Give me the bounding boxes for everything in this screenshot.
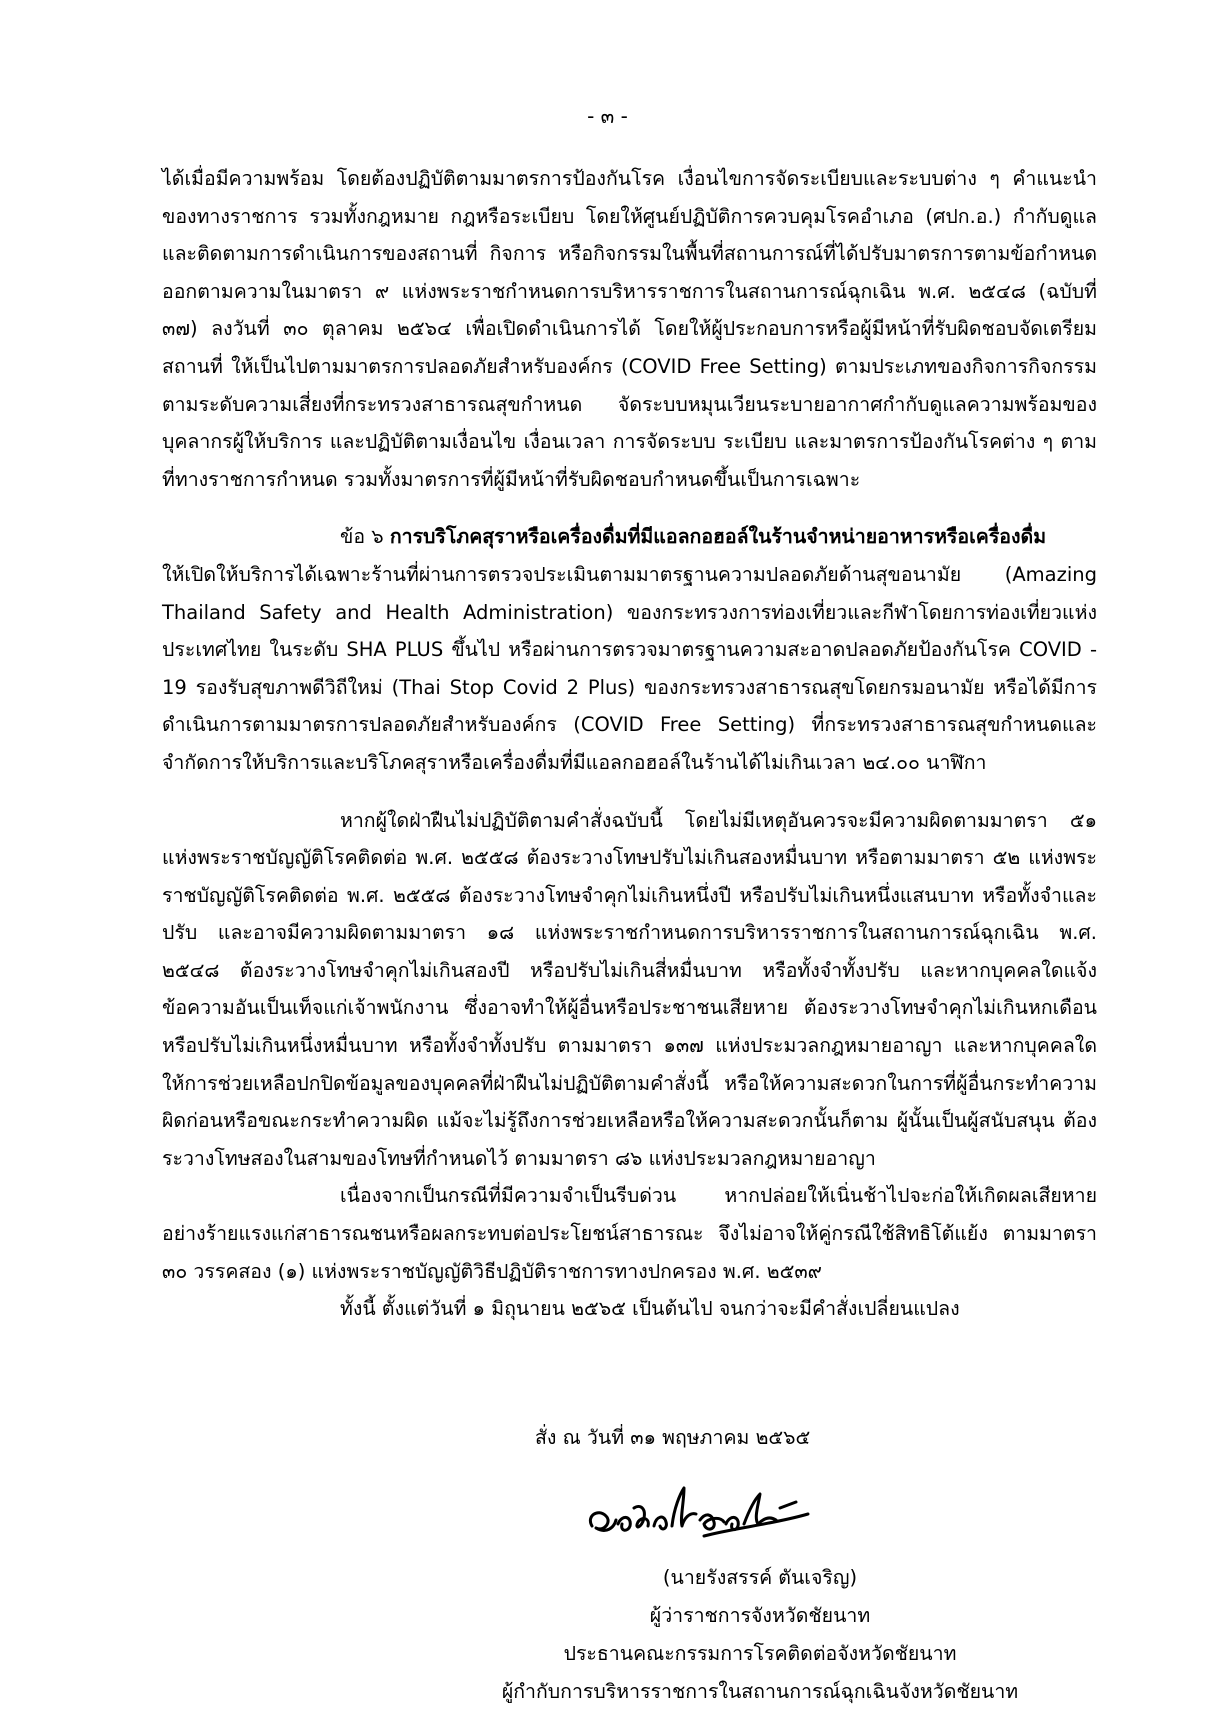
urgency-paragraph: เนื่องจากเป็นกรณีที่มีความจำเป็นรีบด่วน หากปล่อยให้เนิ่นช้าไปจะก่อให้เกิดผลเสียหายอย่างร้ายแรงแก่สาธารณชนหรือผลกระทบต่อประโยชน์สาธารณะ จึงไม่อาจให้คู่กรณีใช้สิทธิโต้แย้ง ตามมาตรา ๓๐ วรรคสอง (๑) แห่งพระราชบัญญัติวิธีปฏิบัติราชการทางปกครอง พ.ศ. ๒๕๓๙ (162, 1184, 1097, 1283)
clause-6-title: การบริโภคสุราหรือเครื่องดื่มที่มีแอลกอฮอล์ในร้านจำหน่ายอาหารหรือเครื่องดื่ม (389, 525, 1047, 549)
paragraph-continuation: ได้เมื่อมีความพร้อม โดยต้องปฏิบัติตามมาตรการป้องกันโรค เงื่อนไขการจัดระเบียบและระบบต่าง ๆ คำแนะนำของทางราชการ รวมทั้งกฎหมาย กฎหรือระเบียบ โดยให้ศูนย์ปฏิบัติการควบคุมโรคอำเภอ (ศปก.อ.) กำกับดูแล และติดตามการดำเนินการของสถานที่ กิจการ หรือกิจกรรมในพื้นที่สถานการณ์ที่ได้ปรับมาตรการตามข้อกำหนด ออกตามความในมาตรา ๙ แห่งพระราชกำหนดการบริหารราชการในสถานการณ์ฉุกเฉิน พ.ศ. ๒๕๔๘ (ฉบับที่ ๓๗) ลงวันที่ ๓๐ ตุลาคม ๒๕๖๔ เพื่อเปิดดำเนินการได้ โดยให้ผู้ประกอบการหรือผู้มีหน้าที่รับผิดชอบจัดเตรียมสถานที่ ให้เป็นไปตามมาตรการปลอดภัยสำหรับองค์กร (COVID Free Setting) ตามประเภทของกิจการกิจกรรมตามระดับความเสี่ยงที่กระทรวงสาธารณสุขกำหนด จัดระบบหมุนเวียนระบายอากาศกำกับดูแลความพร้อมของบุคลากรผู้ให้บริการ และปฏิบัติตามเงื่อนไข เงื่อนเวลา การจัดระบบ ระเบียบ และมาตรการป้องกันโรคต่าง ๆ ตามที่ทางราชการกำหนด รวมทั้งมาตรการที่ผู้มีหน้าที่รับผิดชอบกำหนดขึ้นเป็นการเฉพาะ (162, 167, 1097, 491)
clause-6-body: ให้เปิดให้บริการได้เฉพาะร้านที่ผ่านการตรวจประเมินตามมาตรฐานความปลอดภัยด้านสุขอนามัย (Amazing Thailand Safety and Health Administration) ของกระทรวงการท่องเที่ยวและกีฬาโดยการท่องเที่ยวแห่งประเทศไทย ในระดับ SHA PLUS ขึ้นไป หรือผ่านการตรวจมาตรฐานความสะอาดปลอดภัยป้องกันโรค COVID - 19 รองรับสุขภาพดีวิถีใหม่ (Thai Stop Covid 2 Plus) ของกระทรวงสาธารณสุขโดยกรมอนามัย หรือได้มีการดำเนินการตามมาตรการปลอดภัยสำหรับองค์กร (COVID Free Setting) ที่กระทรวงสาธารณสุขกำหนดและจำกัดการให้บริการและบริโภคสุราหรือเครื่องดื่มที่มีแอลกอฮอล์ในร้านได้ไม่เกินเวลา ๒๔.๐๐ นาฬิกา (162, 562, 1097, 774)
page-number: - ๓ - (587, 104, 628, 128)
signer-position-governor: ผู้ว่าราชการจังหวัดชัยนาท (649, 1604, 871, 1627)
signer-position-emergency-supervisor: ผู้กำกับการบริหารราชการในสถานการณ์ฉุกเฉินจังหวัดชัยนาท (501, 1680, 1019, 1703)
order-date: สั่ง ณ วันที่ ๓๑ พฤษภาคม ๒๕๖๕ (535, 1426, 811, 1449)
document-body (162, 160, 1097, 1328)
effective-date-paragraph: ทั้งนี้ ตั้งแต่วันที่ ๑ มิถุนายน ๒๕๖๕ เป็นต้นไป จนกว่าจะมีคำสั่งเปลี่ยนแปลง (340, 1297, 960, 1321)
signer-name: (นายรังสรรค์ ตันเจริญ) (662, 1566, 858, 1589)
signer-position-committee-chair: ประธานคณะกรรมการโรคติดต่อจังหวัดชัยนาท (563, 1642, 957, 1665)
signer-block (420, 1559, 1100, 1711)
penalty-paragraph: หากผู้ใดฝ่าฝืนไม่ปฏิบัติตามคำสั่งฉบับนี้ โดยไม่มีเหตุอันควรจะมีความผิดตามมาตรา ๕๑ แห่งพระราชบัญญัติโรคติดต่อ พ.ศ. ๒๕๕๘ ต้องระวางโทษปรับไม่เกินสองหมื่นบาท หรือตามมาตรา ๕๒ แห่งพระราชบัญญัติโรคติดต่อ พ.ศ. ๒๕๕๘ ต้องระวางโทษจำคุกไม่เกินหนึ่งปี หรือปรับไม่เกินหนึ่งแสนบาท หรือทั้งจำและปรับ และอาจมีความผิดตามมาตรา ๑๘ แห่งพระราชกำหนดการบริหารราชการในสถานการณ์ฉุกเฉิน พ.ศ. ๒๕๔๘ ต้องระวางโทษจำคุกไม่เกินสองปี หรือปรับไม่เกินสี่หมื่นบาท หรือทั้งจำทั้งปรับ และหากบุคคลใดแจ้งข้อความอันเป็นเท็จแก่เจ้าพนักงาน ซึ่งอาจทำให้ผู้อื่นหรือประชาชนเสียหาย ต้องระวางโทษจำคุกไม่เกินหกเดือน หรือปรับไม่เกินหนึ่งหมื่นบาท หรือทั้งจำทั้งปรับ ตามมาตรา ๑๓๗ แห่งประมวลกฎหมายอาญา และหากบุคคลใดให้การช่วยเหลือปกปิดข้อมูลของบุคคลที่ฝ่าฝืนไม่ปฏิบัติตามคำสั่งนี้ หรือให้ความสะดวกในการที่ผู้อื่นกระทำความผิดก่อนหรือขณะกระทำความผิด แม้จะไม่รู้ถึงการช่วยเหลือหรือให้ความสะดวกนั้นก็ตาม ผู้นั้นเป็นผู้สนับสนุน ต้องระวางโทษสองในสามของโทษที่กำหนดไว้ ตามมาตรา ๘๖ แห่งประมวลกฎหมายอาญา (162, 808, 1097, 1170)
clause-6-heading (162, 518, 1097, 556)
signature-image (584, 1478, 814, 1548)
clause-6-number: ข้อ ๖ (340, 525, 384, 549)
